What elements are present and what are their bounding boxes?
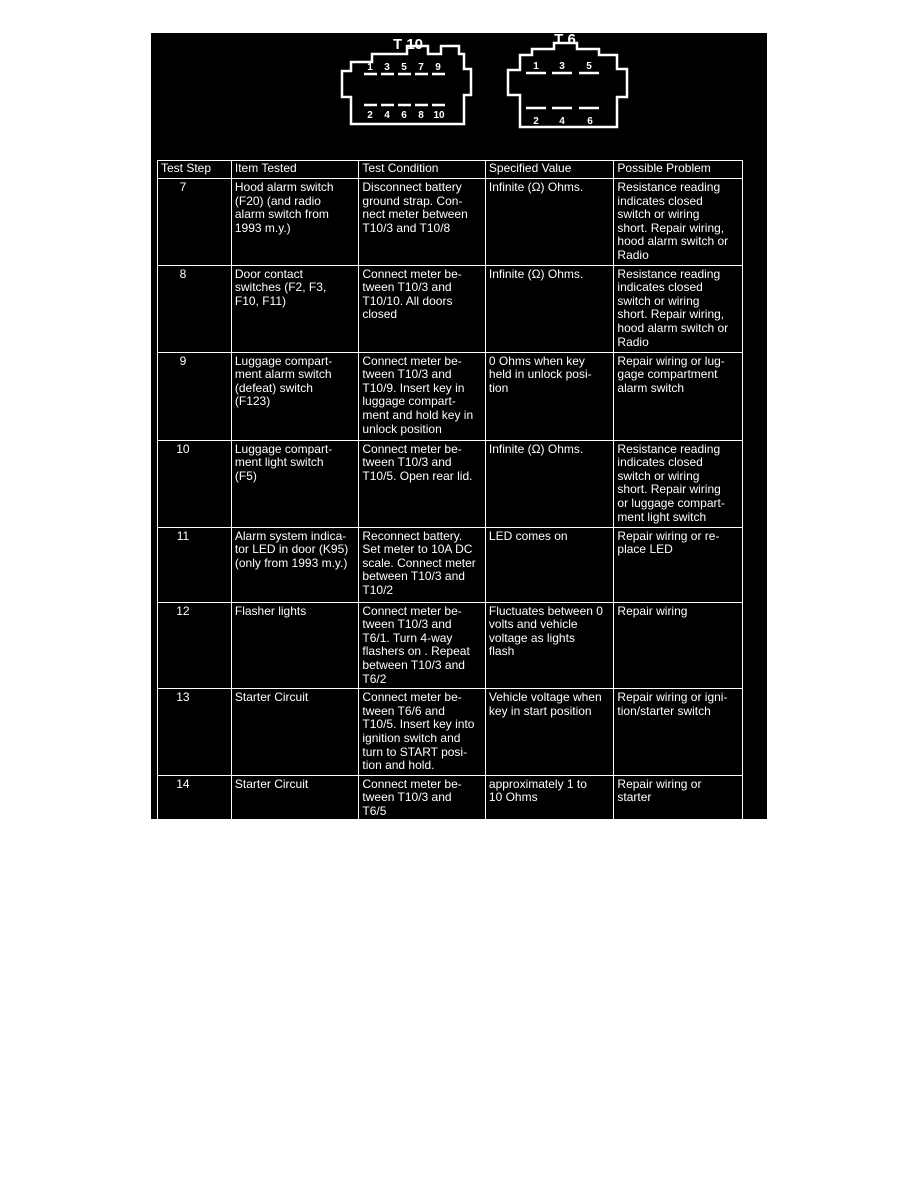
cell-specified-value: Infinite (Ω) Ohms. — [485, 440, 614, 527]
table-row — [158, 602, 743, 689]
cell-item-tested: Luggage compart- ment light switch (F5) — [231, 440, 359, 527]
cell-possible-problem: Resistance reading indicates closed switch or wiring short. Repair wiring, hood alarm switch or Radio — [614, 265, 743, 352]
cell-item-tested: Hood alarm switch (F20) (and radio alarm switch from 1993 m.y.) — [231, 179, 359, 266]
cell-test-step: 7 — [158, 179, 232, 266]
t10-pin-label: 10 — [433, 110, 445, 121]
cell-test-step: 10 — [158, 440, 232, 527]
header-item-tested: Item Tested — [231, 161, 359, 179]
t10-pin-label: 4 — [384, 110, 390, 121]
t6-pin-label: 5 — [586, 61, 592, 72]
header-specified-value: Specified Value — [485, 161, 614, 179]
cell-specified-value: Infinite (Ω) Ohms. — [485, 265, 614, 352]
t10-pin-label: 8 — [418, 110, 424, 121]
connector-diagrams — [151, 33, 767, 161]
t10-pin-label: 3 — [384, 62, 390, 73]
table-row — [158, 352, 743, 440]
t10-pin-label: 1 — [367, 62, 373, 73]
table-row — [158, 179, 743, 266]
table-header-row — [158, 161, 743, 179]
connector-t6 — [508, 33, 627, 127]
cell-test-condition: Connect meter be- tween T10/3 and T10/5. Open rear lid. — [359, 440, 486, 527]
t10-pin-label: 2 — [367, 110, 373, 121]
cell-test-step: 14 — [158, 775, 232, 819]
t10-pin-label: 9 — [435, 62, 441, 73]
cell-test-step: 11 — [158, 527, 232, 602]
table-row — [158, 689, 743, 776]
table-row — [158, 440, 743, 527]
cell-test-step: 8 — [158, 265, 232, 352]
cell-possible-problem: Repair wiring or igni- tion/starter switch — [614, 689, 743, 776]
table-row — [158, 265, 743, 352]
header-test-step: Test Step — [158, 161, 232, 179]
cell-specified-value: Vehicle voltage when key in start position — [485, 689, 614, 776]
diagnostic-figure-panel — [151, 33, 767, 819]
t10-pin-label: 6 — [401, 110, 407, 121]
cell-test-condition: Connect meter be- tween T10/3 and T10/10. All doors closed — [359, 265, 486, 352]
table-row — [158, 527, 743, 602]
cell-item-tested: Door contact switches (F2, F3, F10, F11) — [231, 265, 359, 352]
cell-possible-problem: Repair wiring or re- place LED — [614, 527, 743, 602]
connector-t10 — [342, 36, 471, 124]
cell-specified-value: approximately 1 to 10 Ohms — [485, 775, 614, 819]
table-row — [158, 775, 743, 819]
cell-test-condition: Reconnect battery. Set meter to 10A DC scale. Connect meter between T10/3 and T10/2 — [359, 527, 486, 602]
t6-title: T 6 — [554, 33, 576, 48]
header-test-condition: Test Condition — [359, 161, 486, 179]
cell-test-condition: Connect meter be- tween T10/3 and T10/9. Insert key in luggage compart- ment and hold key in unlock position — [359, 352, 486, 440]
cell-test-step: 9 — [158, 352, 232, 440]
t10-pin-label: 5 — [401, 62, 407, 73]
cell-item-tested: Starter Circuit — [231, 689, 359, 776]
cell-possible-problem: Resistance reading indicates closed switch or wiring short. Repair wiring or luggage compart- ment light switch — [614, 440, 743, 527]
t6-pin-label: 3 — [559, 61, 565, 72]
cell-specified-value: Fluctuates between 0 volts and vehicle voltage as lights flash — [485, 602, 614, 689]
cell-possible-problem: Repair wiring or starter — [614, 775, 743, 819]
cell-test-step: 13 — [158, 689, 232, 776]
cell-item-tested: Luggage compart- ment alarm switch (defeat) switch (F123) — [231, 352, 359, 440]
cell-specified-value: LED comes on — [485, 527, 614, 602]
cell-item-tested: Starter Circuit — [231, 775, 359, 819]
t6-pin-label: 2 — [533, 116, 539, 127]
cell-possible-problem: Resistance reading indicates closed switch or wiring short. Repair wiring, hood alarm switch or Radio — [614, 179, 743, 266]
cell-test-condition: Connect meter be- tween T10/3 and T6/5 — [359, 775, 486, 819]
t6-pin-label: 6 — [587, 116, 593, 127]
t6-housing-outline — [508, 43, 627, 127]
cell-test-condition: Connect meter be- tween T10/3 and T6/1. Turn 4-way flashers on . Repeat between T10/3 and T6/2 — [359, 602, 486, 689]
cell-item-tested: Flasher lights — [231, 602, 359, 689]
t6-pin-label: 4 — [559, 116, 565, 127]
t6-pin-label: 1 — [533, 61, 539, 72]
t10-title: T 10 — [392, 36, 424, 53]
cell-specified-value: Infinite (Ω) Ohms. — [485, 179, 614, 266]
cell-item-tested: Alarm system indica- tor LED in door (K95) (only from 1993 m.y.) — [231, 527, 359, 602]
cell-possible-problem: Repair wiring — [614, 602, 743, 689]
cell-test-condition: Disconnect battery ground strap. Con- nect meter between T10/3 and T10/8 — [359, 179, 486, 266]
cell-test-step: 12 — [158, 602, 232, 689]
connector-diagram-svg — [151, 33, 767, 161]
cell-test-condition: Connect meter be- tween T6/6 and T10/5. Insert key into ignition switch and turn to START posi- tion and hold. — [359, 689, 486, 776]
header-possible-problem: Possible Problem — [614, 161, 743, 179]
cell-specified-value: 0 Ohms when key held in unlock posi- tion — [485, 352, 614, 440]
cell-possible-problem: Repair wiring or lug- gage compartment alarm switch — [614, 352, 743, 440]
t10-pin-label: 7 — [418, 62, 424, 73]
test-step-table — [157, 160, 743, 819]
